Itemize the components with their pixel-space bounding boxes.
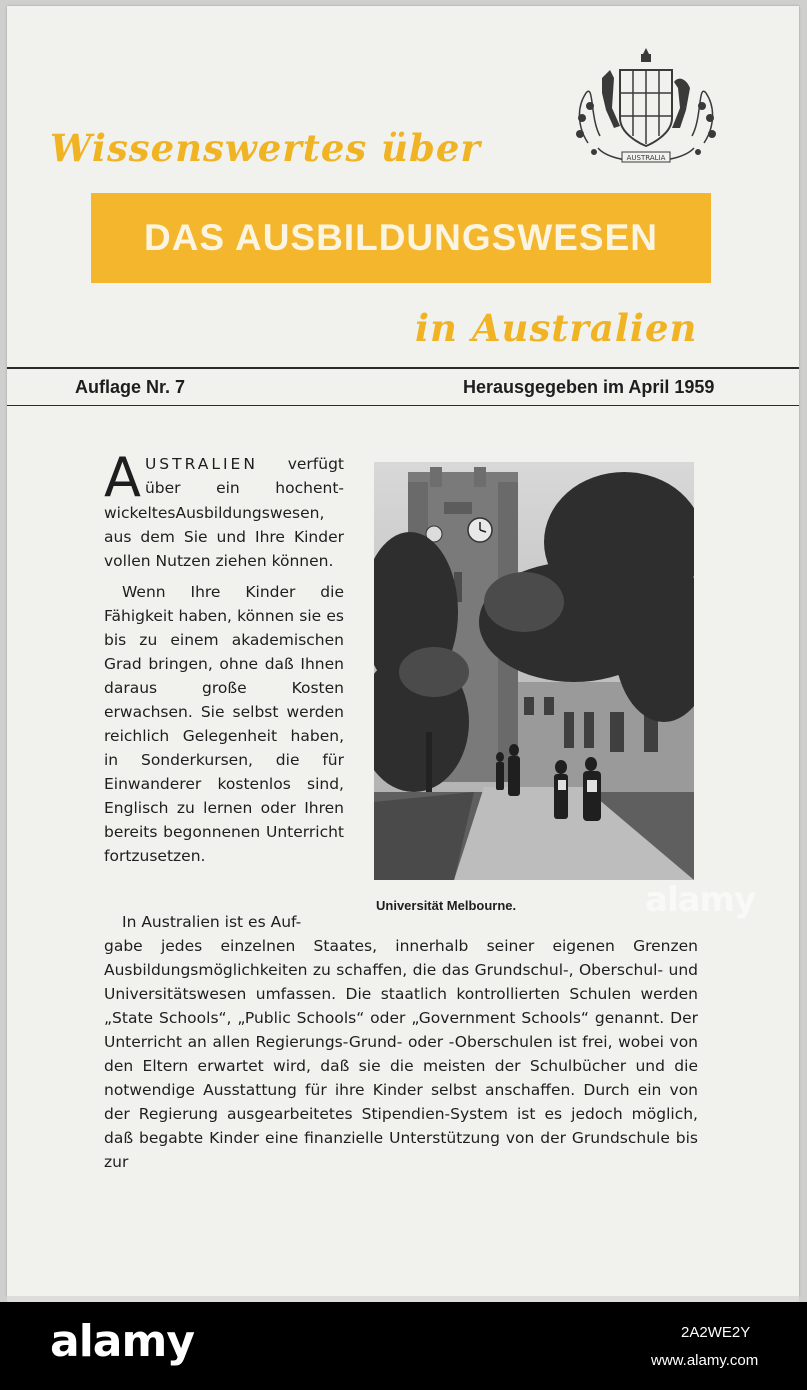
full-width-paragraph — [104, 910, 698, 1174]
paragraph-intro — [104, 446, 344, 573]
paragraph-children: Wenn Ihre Kinder die Fähigkeit haben, können sie es bis zu einem akademischen Grad bringen, ohne daß Ihnen daraus große Kosten erwachsen. Sie selbst werden reichlich Gelegenheit haben, in Sonderkursen, die für Einwanderer kostenlos sind, Englisch zu lernen oder Ihren bereits begonnenen Unterricht fortzusetzen. — [104, 583, 344, 865]
paragraph-states-start: In Australien ist es Auf- — [122, 913, 302, 931]
drop-cap: A — [104, 446, 141, 509]
title-bottom: in Australien — [415, 306, 698, 350]
intro-text: verfügt über ein hochentwickeltesAusbildungswesen, aus dem Sie und Ihre Kinder vollen Nutzen ziehen können. — [104, 455, 344, 570]
header-rule-top — [7, 367, 799, 369]
footer-url: www.alamy.com — [651, 1352, 759, 1369]
title-top: Wissenswertes über — [50, 126, 481, 170]
coat-of-arms-icon — [568, 48, 724, 176]
photo-caption: Universität Melbourne. — [376, 898, 517, 913]
title-band — [91, 193, 711, 283]
watermark-text: alamy — [645, 880, 756, 920]
edition-label: Auflage Nr. 7 — [75, 377, 186, 397]
image-id: 2A2WE2Y — [681, 1324, 751, 1341]
intro-caps: USTRALIEN — [144, 455, 258, 473]
header-rule-bottom — [7, 405, 799, 406]
alamy-logo: alamy — [50, 1316, 194, 1367]
university-photo — [374, 462, 694, 880]
title-band-text: DAS AUSBILDUNGSWESEN — [143, 217, 659, 258]
intro-column — [104, 446, 344, 875]
publication-date: Herausgegeben im April 1959 — [463, 377, 715, 397]
crest-label: AUSTRALIA — [626, 154, 666, 162]
stock-footer-bar — [0, 1302, 807, 1390]
paragraph-states-rest: gabe jedes einzelnen Staates, innerhalb seiner eigenen Grenzen Ausbildungsmöglichkeiten zu schaffen, die das Grundschul-, Oberschul- und Universitätswesen umfassen. Die staatlich kontrollierten Schulen werden „State Schools“, „Public Schools“ oder „Government Schools“ genannt. Der Unterricht an allen Regierungs-Grund- oder -Oberschulen ist frei, wobei von den Eltern erwartet wird, daß sie die meisten der Schulbücher und die notwendige Ausstattung für ihre Kinder selbst anschaffen. Durch ein von der Regierung ausgearbeitetes Stipendien-System ist es jedoch möglich, daß begabte Kinder eine finanzielle Unterstützung von der Grundschule bis zur — [104, 937, 698, 1171]
